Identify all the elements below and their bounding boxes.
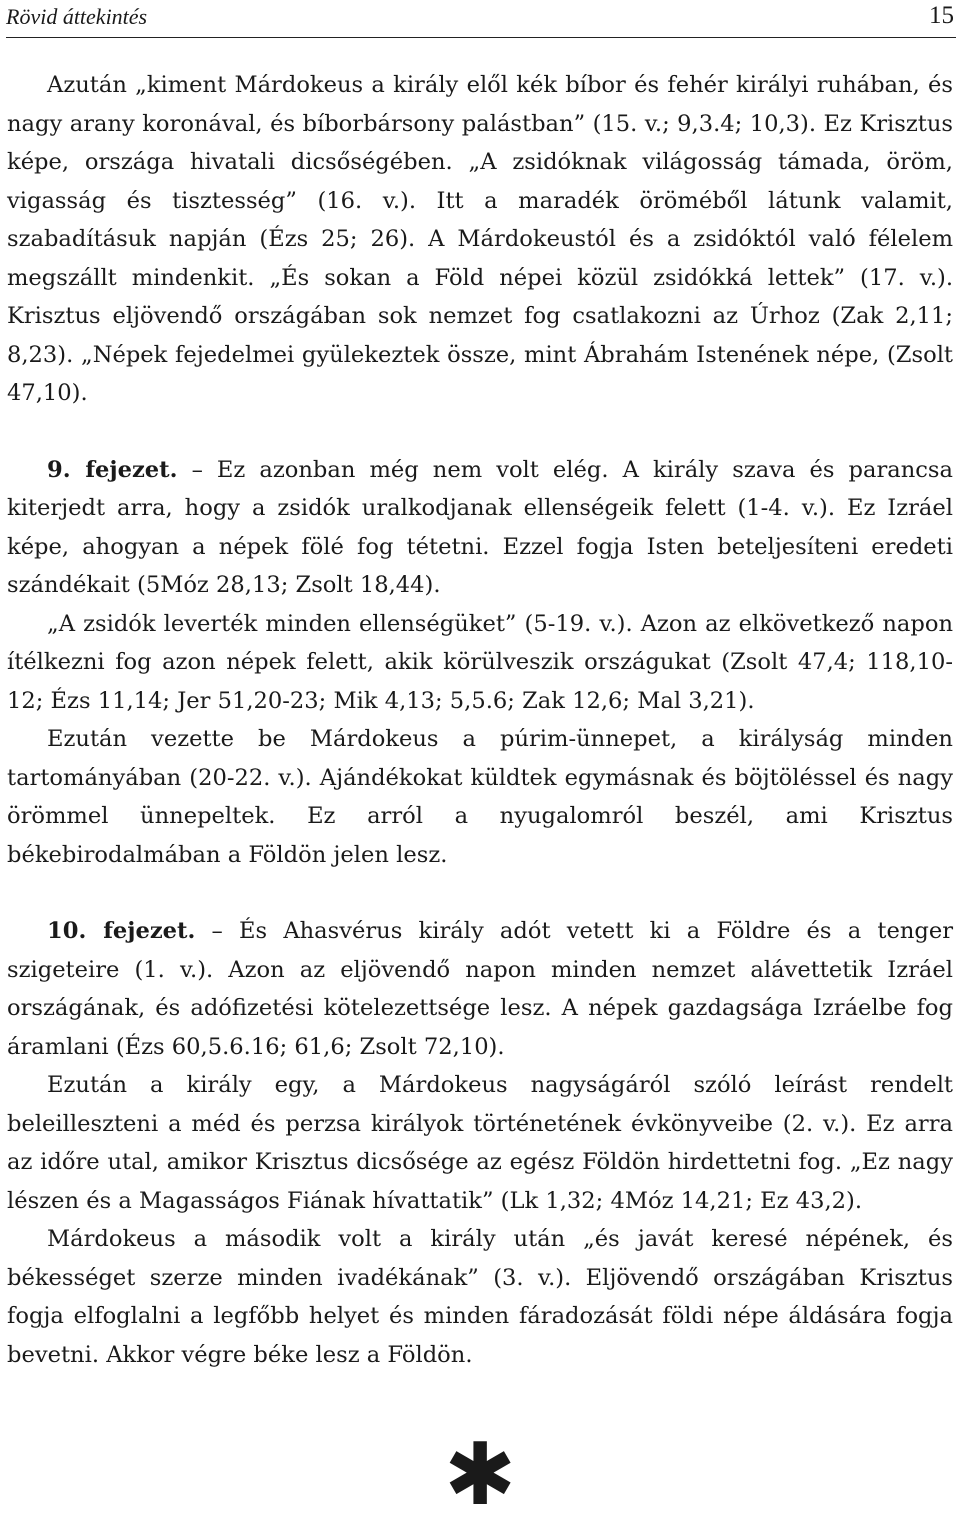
paragraph-intro: Azután „kiment Márdokeus a király elől kék bíbor és fehér királyi ruhában, és nagy arany koronával, és bíborbársony palástban” (15. v.; 9,3.4; 10,3). Ez Krisztus képe, országa hivatali dicsőségében. „A zsidóknak világosság támada, öröm, vigasság és tisztesség” (16. v.). Itt a maradék öröméből látunk valamit, szabadításuk napján (Ézs 25; 26). A Márdokeustól és a zsidóktól való félelem megszállt mindenkit. „És sokan a Föld népei közül zsidókká lettek” (17. v.). Krisztus eljövendő országában sok nemzet fog csatlakozni az Úrhoz (Zak 2,11; 8,23). „Népek fejedelmei gyülekeztek össze, mint Ábrahám Istenének népe, (Zsolt 47,10). [7,72,953,406]
chapter-9-label: 9. fejezet. [47,456,178,483]
paragraph-chapter-9 [7,451,953,605]
paragraph-chronicles: Ezután a király egy, a Márdokeus nagyságáról szóló leírást rendelt beleilleszteni a méd és perzsa királyok történetének évkönyveibe (2. v.). Ez arra az időre utal, amikor Krisztus dicsősége az egész Földön hirdettetni fog. „Ez nagy lészen és a Magasságos Fiának hívattatik” (Lk 1,32; 4Móz 14,21; Ez 43,2). [7,1072,953,1214]
chapter-9-text: – Ez azonban még nem volt elég. A király szava és parancsa kiterjedt arra, hogy a zsidók uralkodjanak ellenségeik felett (1-4. v.). Ez Izráel képe, ahogyan a népek fölé fog tétetni. Ezzel fogja Isten beteljesíteni eredeti szándékait (5Móz 28,13; Zsolt 18,44). [7,456,954,598]
chapter-10-label: 10. fejezet. [47,918,196,944]
paragraph-gap [7,413,953,451]
page-number: 15 [929,2,954,29]
paragraph-enemies: „A zsidók leverték minden ellenségüket” (5-19. v.). Azon az elkövetkező napon ítélkezni fog azon népek felett, akik körülveszik országukat (Zsolt 47,4; 118,10-12; Ézs 11,14; Jer 51,20-23; Mik 4,13; 5,5.6; Zak 12,6; Mal 3,21). [7,610,953,714]
running-title: Rövid áttekintés [6,4,148,29]
paragraph-purim: Ezután vezette be Márdokeus a púrim-ünnepet, a királyság minden tartományában (20-22. v.). Ajándékokat küldtek egymásnak és böjtöléssel és nagy örömmel ünnepeltek. Ez arról a nyugalomról beszél, ami Krisztus békebirodalmában a Földön jelen lesz. [7,726,953,868]
chapter-10-text: – És Ahasvérus király adót vetett ki a Földre és a tenger szigeteire (1. v.). Azon az eljövendő napon minden nemzet alávettetik Izráel országának, és adófizetési kötelezettsége lesz. A népek gazdagsága Izráelbe fog áramlani (Ézs 60,5.6.16; 61,6; Zsolt 72,10). [7,918,953,1060]
body-text [7,66,953,1374]
paragraph-second-to-king: Márdokeus a második volt a király után „és javát keresé népének, és békességet szerze minden ivadékának” (3. v.). Eljövendő országában Krisztus fogja elfoglalni a legfőbb helyet és minden fáradozását földi népe áldására fogja bevetni. Akkor végre béke lesz a Földön. [7,1226,953,1368]
asterisk-separator-icon: ✱ [443,1425,517,1525]
paragraph-chapter-10 [7,912,953,1066]
page-header [6,0,956,38]
paragraph-gap [7,874,953,912]
